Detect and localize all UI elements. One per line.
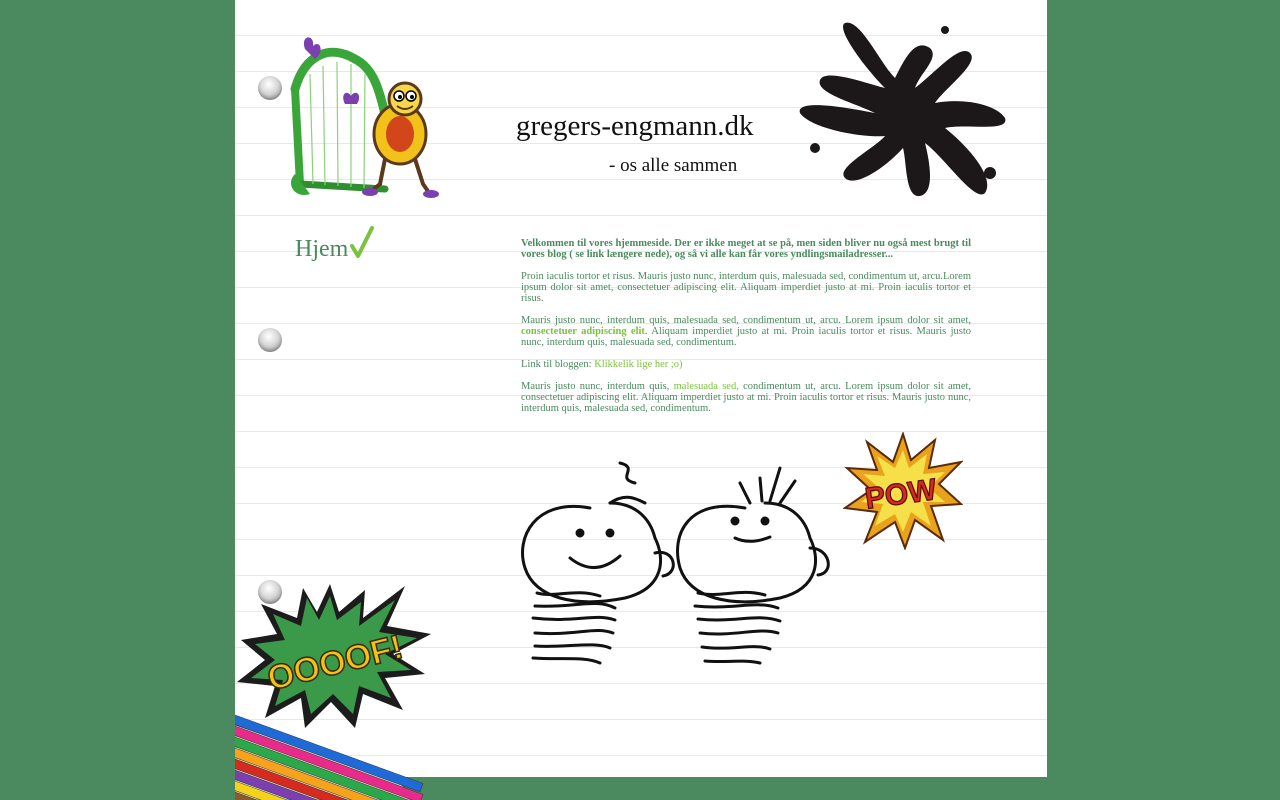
checkmark-icon [350,226,374,260]
blog-link-line [521,359,971,370]
spring-doodles-image [515,458,835,673]
nav-item-home[interactable]: Hjem [295,236,349,262]
colored-pencils-image [235,695,455,800]
harp-bug-logo [285,34,440,200]
pow-text: POW [863,473,939,516]
blog-link[interactable]: Klikkelik lige her ;o) [594,359,683,370]
highlight-text: malesuada sed, [673,381,739,392]
pow-burst-image [843,432,963,550]
intro-text: Velkommen til vores hjemmeside. Der er ikke meget at se på, men siden bliver nu også mest brugt til vores blog ( se link længere nede), og så vi alle kan får vores yndlingsmailadresser... [521,238,971,260]
paragraph [521,381,971,414]
paragraph-text: . Aliquam imperdiet justo at mi. Proin iaculis tortor et risus. Mauris justo nunc, interdum quis, malesuada sed, condimentum. [521,326,971,348]
page-paper [235,0,1047,777]
site-subtitle: - os alle sammen [609,155,738,176]
binder-hole [258,76,282,100]
ooof-text: OOOOF! [263,627,407,699]
site-title: gregers-engmann.dk [516,110,754,142]
blog-link-label: Link til bloggen: [521,359,592,370]
highlight-text: consectetuer adipiscing elit [521,326,645,337]
paragraph-text: Mauris justo nunc, interdum quis, malesuada sed, condimentum ut, arcu. Lorem ipsum dolor sit amet, [521,315,971,326]
main-content [521,238,971,425]
paragraph: Proin iaculis tortor et risus. Mauris justo nunc, interdum quis, malesuada sed, condimentum ut, arcu.Lorem ipsum dolor sit amet, consectetuer adipiscing elit. Aliquam imperdiet justo at mi. Proin iaculis tortor et risus. [521,271,971,304]
paragraph-text: condimentum ut, arcu. Lorem ipsum dolor sit amet, consectetuer adipiscing elit. Aliquam imperdiet justo at mi. Proin iaculis tortor et risus. Mauris justo nunc, interdum quis, malesuada sed, condimentum. [521,381,972,414]
ink-splat-image [795,18,1015,203]
binder-hole [258,328,282,352]
paragraph-text: Mauris justo nunc, interdum quis, [521,381,670,392]
paragraph [521,315,971,348]
